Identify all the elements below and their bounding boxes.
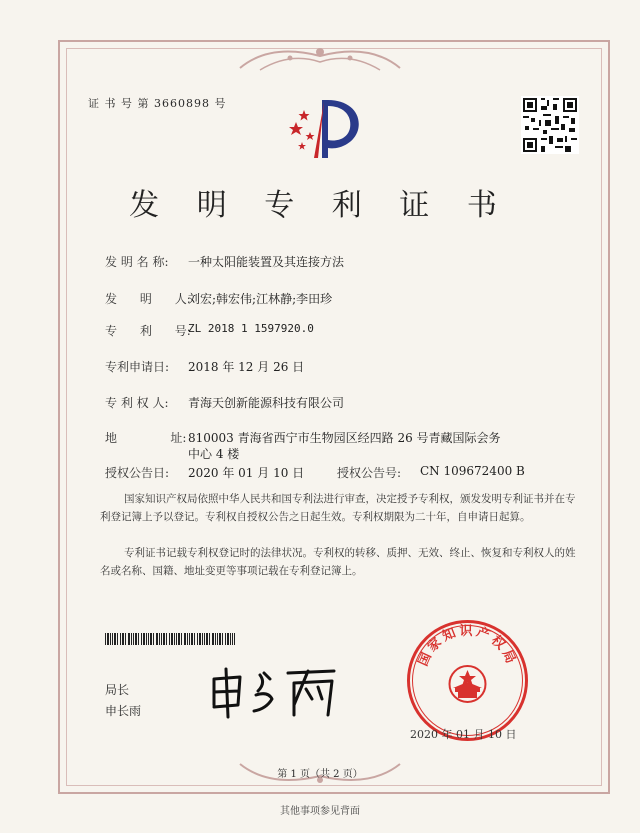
- legal-statement: 专利证书记载专利权登记时的法律状况。专利权的转移、质押、无效、终止、恢复和专利权人的姓名或名称、国籍、地址变更等事项记载在专利登记簿上。: [100, 547, 576, 577]
- cnipa-logo: [288, 92, 366, 164]
- address-value-line1: 810003 青海省西宁市生物园区经四路 26 号青藏国际会务: [188, 431, 501, 445]
- grant-statement: 国家知识产权局依照中华人民共和国专利法进行审查，决定授予专利权，颁发发明专利证书并在专利登记簿上予以登记。专利权自授权公告之日起生效。专利权期限为二十年，自申请日起算。: [100, 493, 576, 523]
- grant-number-label: 授权公告号:: [337, 466, 402, 480]
- svg-text:国家知识产权局: 国家知识产权局: [415, 623, 520, 669]
- qr-code[interactable]: [521, 96, 579, 154]
- address-value-line2: 中心 4 楼: [188, 447, 240, 461]
- invention-name-value: 一种太阳能装置及其连接方法: [188, 255, 345, 269]
- top-ornament: [230, 38, 410, 80]
- director-signature: [208, 665, 343, 720]
- application-date-value: 2018 年 12 月 26 日: [188, 360, 305, 374]
- official-seal: [405, 618, 530, 743]
- inventor-label: 发 明 人:: [105, 292, 191, 306]
- invention-name-label: 发 明 名 称:: [105, 255, 169, 269]
- address-label: 地 址:: [105, 431, 187, 445]
- seal-date: 2020 年 01 月 10 日: [410, 728, 517, 741]
- director-title: 局长: [105, 683, 130, 697]
- patent-holder-label: 专 利 权 人:: [105, 396, 169, 410]
- patent-number-value: ZL 2018 1 1597920.0: [188, 322, 314, 335]
- certificate-number: 证 书 号 第 3660898 号: [88, 97, 227, 110]
- grant-number-value: CN 109672400 B: [420, 464, 525, 478]
- patent-number-label: 专 利 号:: [105, 324, 191, 338]
- grant-date-label: 授权公告日:: [105, 466, 170, 480]
- page-indicator: 第 1 页（共 2 页）: [277, 769, 363, 780]
- grant-date-value: 2020 年 01 月 10 日: [188, 466, 305, 480]
- patent-holder-value: 青海天创新能源科技有限公司: [188, 396, 345, 410]
- application-date-label: 专利申请日:: [105, 360, 170, 374]
- inventor-value: 刘宏;韩宏伟;江林静;李田珍: [188, 292, 333, 306]
- footer-note: 其他事项参见背面: [280, 806, 360, 817]
- director-name: 申长雨: [105, 704, 142, 718]
- certificate-title: 发 明 专 利 证 书: [129, 188, 511, 223]
- barcode: [105, 633, 235, 645]
